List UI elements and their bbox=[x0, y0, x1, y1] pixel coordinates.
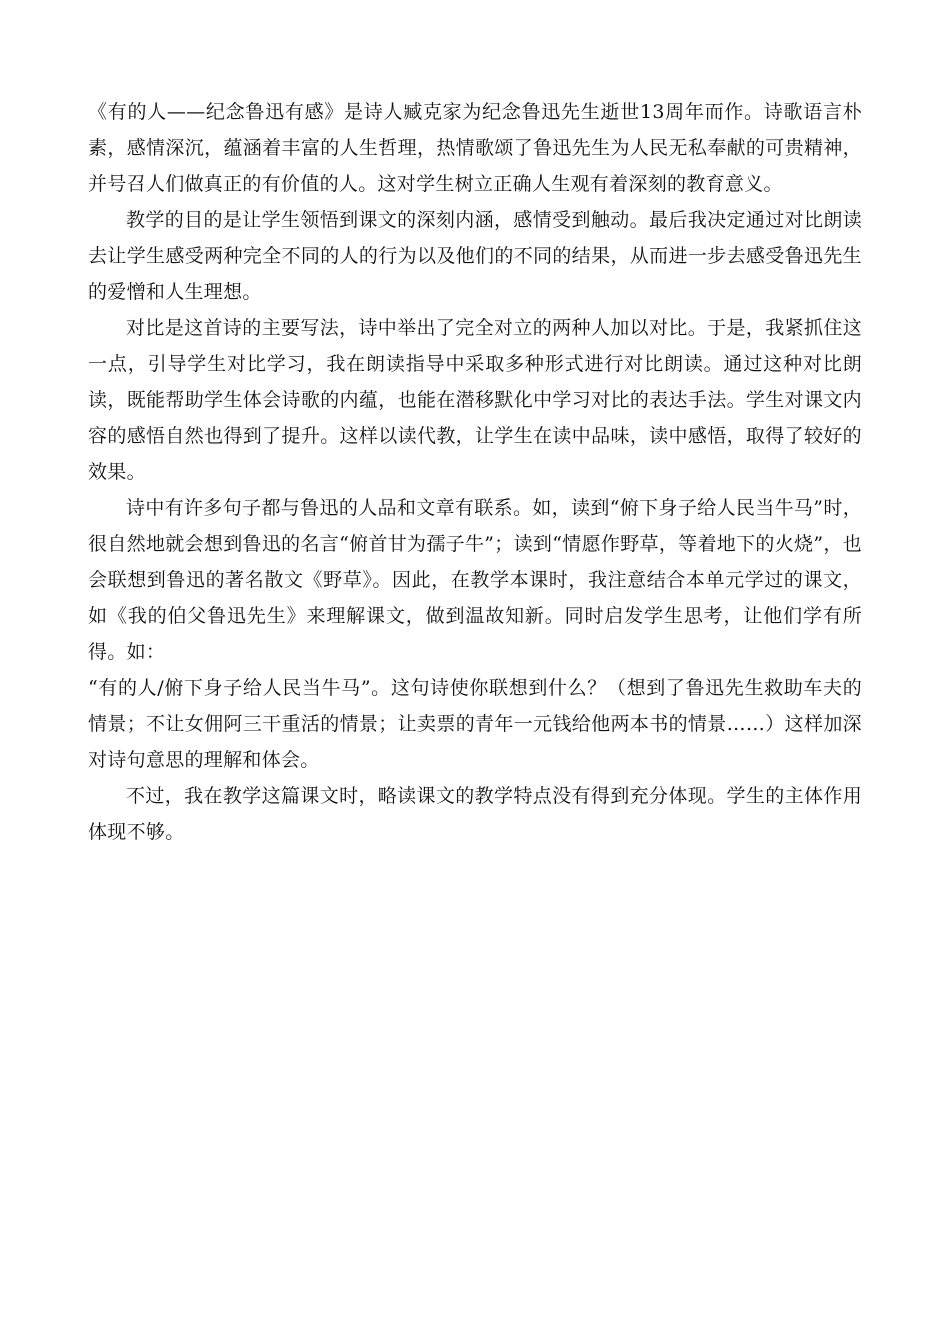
paragraph-example-quote: “有的人/俯下身子给人民当牛马”。这句诗使你联想到什么？（想到了鲁迅先生救助车夫的情景；不让女佣阿三干重活的情景；让卖票的青年一元钱给他两本书的情景……）这样加深对诗句意思的理解和体会。 bbox=[88, 677, 862, 771]
paragraph-teaching-goal: 教学的目的是让学生领悟到课文的深刻内涵，感情受到触动。最后我决定通过对比朗读去让学生感受两种完全不同的人的行为以及他们的不同的结果，从而进一步去感受鲁迅先生的爱憎和人生理想。 bbox=[88, 209, 862, 303]
paragraph-contrast-method: 对比是这首诗的主要写法，诗中举出了完全对立的两种人加以对比。于是，我紧抓住这一点，引导学生对比学习，我在朗读指导中采取多种形式进行对比朗读。通过这种对比朗读，既能帮助学生体会诗歌的内蕴，也能在潜移默化中学习对比的表达手法。学生对课文内容的感悟自然也得到了提升。这样以读代教，让学生在读中品味，读中感悟，取得了较好的效果。 bbox=[88, 317, 862, 483]
paragraph-reflection: 不过，我在教学这篇课文时，略读课文的教学特点没有得到充分体现。学生的主体作用体现不够。 bbox=[88, 785, 862, 843]
document-page bbox=[88, 94, 862, 850]
paragraph-connections: 诗中有许多句子都与鲁迅的人品和文章有联系。如，读到“俯下身子给人民当牛马”时，很自然地就会想到鲁迅的名言“俯首甘为孺子牛”；读到“情愿作野草，等着地下的火烧”，也会联想到鲁迅的著名散文《野草》。因此，在教学本课时，我注意结合本单元学过的课文，如《我的伯父鲁迅先生》来理解课文，做到温故知新。同时启发学生思考，让他们学有所得。如： bbox=[88, 497, 862, 663]
paragraph-intro: 《有的人——纪念鲁迅有感》是诗人臧克家为纪念鲁迅先生逝世13周年而作。诗歌语言朴素，感情深沉，蕴涵着丰富的人生哲理，热情歌颂了鲁迅先生为人民无私奉献的可贵精神，并号召人们做真正的有价值的人。这对学生树立正确人生观有着深刻的教育意义。 bbox=[88, 101, 862, 195]
